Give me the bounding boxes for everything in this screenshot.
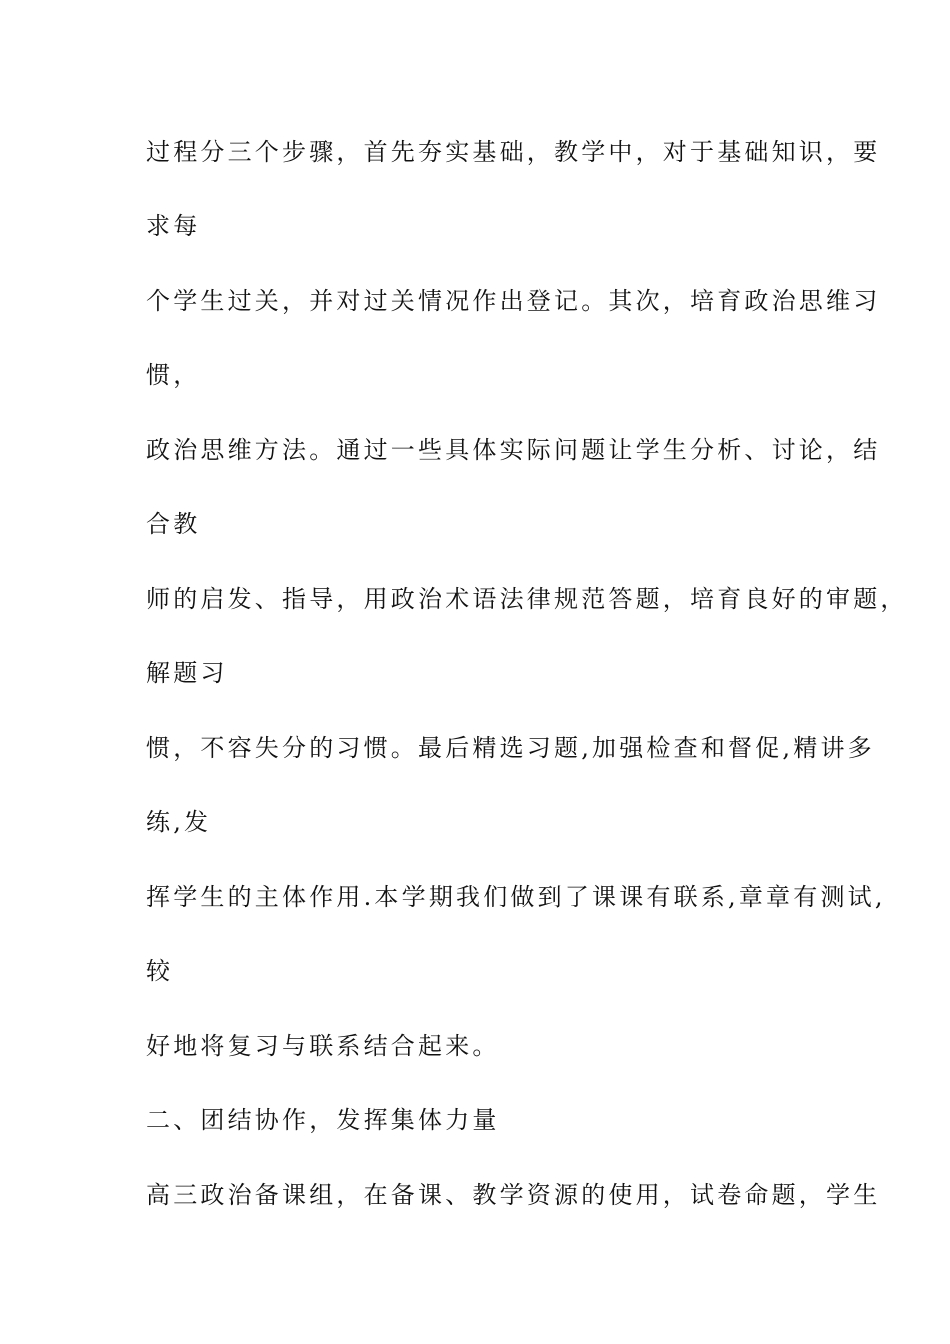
text-line: 师的启发、指导，用政治术语法律规范答题，培育良好的审题， [146,585,908,613]
text-line: 解题习 [146,659,228,687]
text-line: 过程分三个步骤，首先夯实基础，教学中，对于基础知识，要 [146,138,881,166]
text-line: 挥学生的主体作用.本学期我们做到了课课有联系,章章有测试, [146,883,886,911]
section-heading: 二、团结协作，发挥集体力量 [146,1106,500,1134]
text-line: 政治思维方法。通过一些具体实际问题让学生分析、讨论，结 [146,436,881,464]
text-line: 练,发 [146,808,212,836]
text-line: 惯， [146,361,201,389]
text-line: 惯，不容失分的习惯。最后精选习题,加强检查和督促,精讲多 [146,734,875,762]
text-line: 好地将复习与联系结合起来。 [146,1032,500,1060]
text-line: 较 [146,957,174,985]
text-line: 个学生过关，并对过关情况作出登记。其次，培育政治思维习 [146,287,881,315]
text-line: 合教 [146,510,201,538]
text-line: 高三政治备课组，在备课、教学资源的使用，试卷命题，学生 [146,1181,881,1209]
text-line: 求每 [146,212,201,240]
